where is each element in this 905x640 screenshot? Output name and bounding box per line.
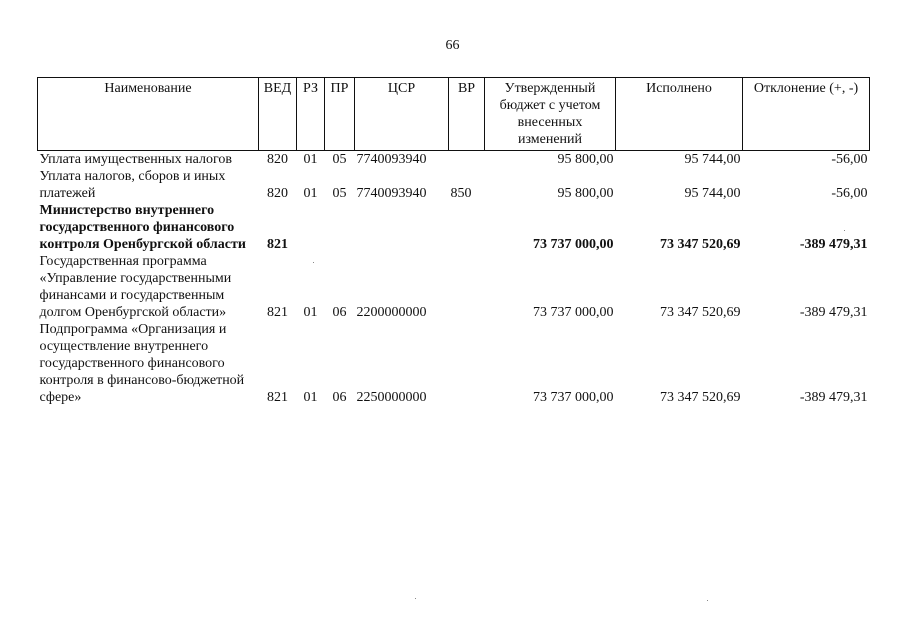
scan-speck bbox=[707, 600, 708, 601]
row-vr bbox=[449, 321, 485, 406]
header-vr: ВР bbox=[449, 78, 485, 151]
row-rz: 01 bbox=[303, 390, 318, 405]
row-approved: 95 800,00 bbox=[557, 152, 614, 167]
row-name: Уплата имущественных налогов bbox=[39, 152, 232, 167]
row-rz: 01 bbox=[303, 186, 318, 201]
row-rz bbox=[297, 202, 325, 253]
row-deviation: -389 479,31 bbox=[799, 305, 868, 320]
row-executed: 73 347 520,69 bbox=[660, 390, 741, 405]
row-ved: 821 bbox=[267, 390, 288, 405]
row-approved: 95 800,00 bbox=[557, 186, 614, 201]
row-approved: 73 737 000,00 bbox=[533, 237, 614, 252]
row-name: Подпрограмма «Организация и осуществление внутреннего государственного финансового контроля в финансово-бюджетной сфере» bbox=[39, 322, 245, 405]
scan-speck bbox=[844, 230, 845, 231]
row-deviation: -389 479,31 bbox=[799, 390, 868, 405]
row-ved: 820 bbox=[267, 186, 288, 201]
table-row bbox=[38, 151, 870, 169]
row-pr: 06 bbox=[332, 305, 347, 320]
table-row bbox=[38, 168, 870, 202]
row-csr: 7740093940 bbox=[356, 152, 427, 167]
header-pr: ПР bbox=[325, 78, 355, 151]
row-approved: 73 737 000,00 bbox=[533, 305, 614, 320]
row-pr: 05 bbox=[332, 152, 347, 167]
row-pr bbox=[325, 202, 355, 253]
row-vr bbox=[449, 253, 485, 321]
table-row bbox=[38, 202, 870, 253]
row-name: Уплата налогов, сборов и иных платежей bbox=[39, 169, 226, 201]
header-ved: ВЕД bbox=[259, 78, 297, 151]
table-row bbox=[38, 321, 870, 406]
row-executed: 73 347 520,69 bbox=[660, 305, 741, 320]
row-csr bbox=[355, 202, 449, 253]
row-pr: 06 bbox=[332, 390, 347, 405]
budget-execution-table bbox=[37, 77, 870, 406]
header-rz: РЗ bbox=[297, 78, 325, 151]
scan-speck bbox=[313, 262, 314, 263]
row-rz: 01 bbox=[303, 152, 318, 167]
row-deviation: -389 479,31 bbox=[799, 237, 868, 252]
row-name: Государственная программа «Управление государственными финансами и государственным долгом Оренбургской области» bbox=[39, 254, 232, 320]
row-deviation: -56,00 bbox=[831, 152, 868, 167]
row-executed: 95 744,00 bbox=[684, 152, 741, 167]
header-approved-budget: Утвержденный бюджет с учетом внесенных изменений bbox=[485, 78, 616, 151]
row-executed: 73 347 520,69 bbox=[660, 237, 741, 252]
row-executed: 95 744,00 bbox=[684, 186, 741, 201]
header-deviation: Отклонение (+, -) bbox=[743, 78, 870, 151]
row-csr: 7740093940 bbox=[356, 186, 427, 201]
header-csr: ЦСР bbox=[355, 78, 449, 151]
header-executed: Исполнено bbox=[616, 78, 743, 151]
row-csr: 2200000000 bbox=[356, 305, 427, 320]
row-approved: 73 737 000,00 bbox=[533, 390, 614, 405]
row-rz: 01 bbox=[303, 305, 318, 320]
row-vr bbox=[449, 202, 485, 253]
row-vr: 850 bbox=[450, 186, 472, 201]
page-number: 66 bbox=[445, 38, 460, 53]
row-ved: 821 bbox=[267, 237, 288, 252]
row-csr: 2250000000 bbox=[356, 390, 427, 405]
table-header-row bbox=[38, 78, 870, 151]
row-vr bbox=[449, 151, 485, 169]
header-name: Наименование bbox=[38, 78, 259, 151]
row-pr: 05 bbox=[332, 186, 347, 201]
row-deviation: -56,00 bbox=[831, 186, 868, 201]
row-ved: 820 bbox=[267, 152, 288, 167]
row-ved: 821 bbox=[267, 305, 288, 320]
table-row bbox=[38, 253, 870, 321]
row-name: Министерство внутреннего государственного финансового контроля Оренбургской области bbox=[39, 203, 246, 252]
scan-speck bbox=[415, 598, 416, 599]
